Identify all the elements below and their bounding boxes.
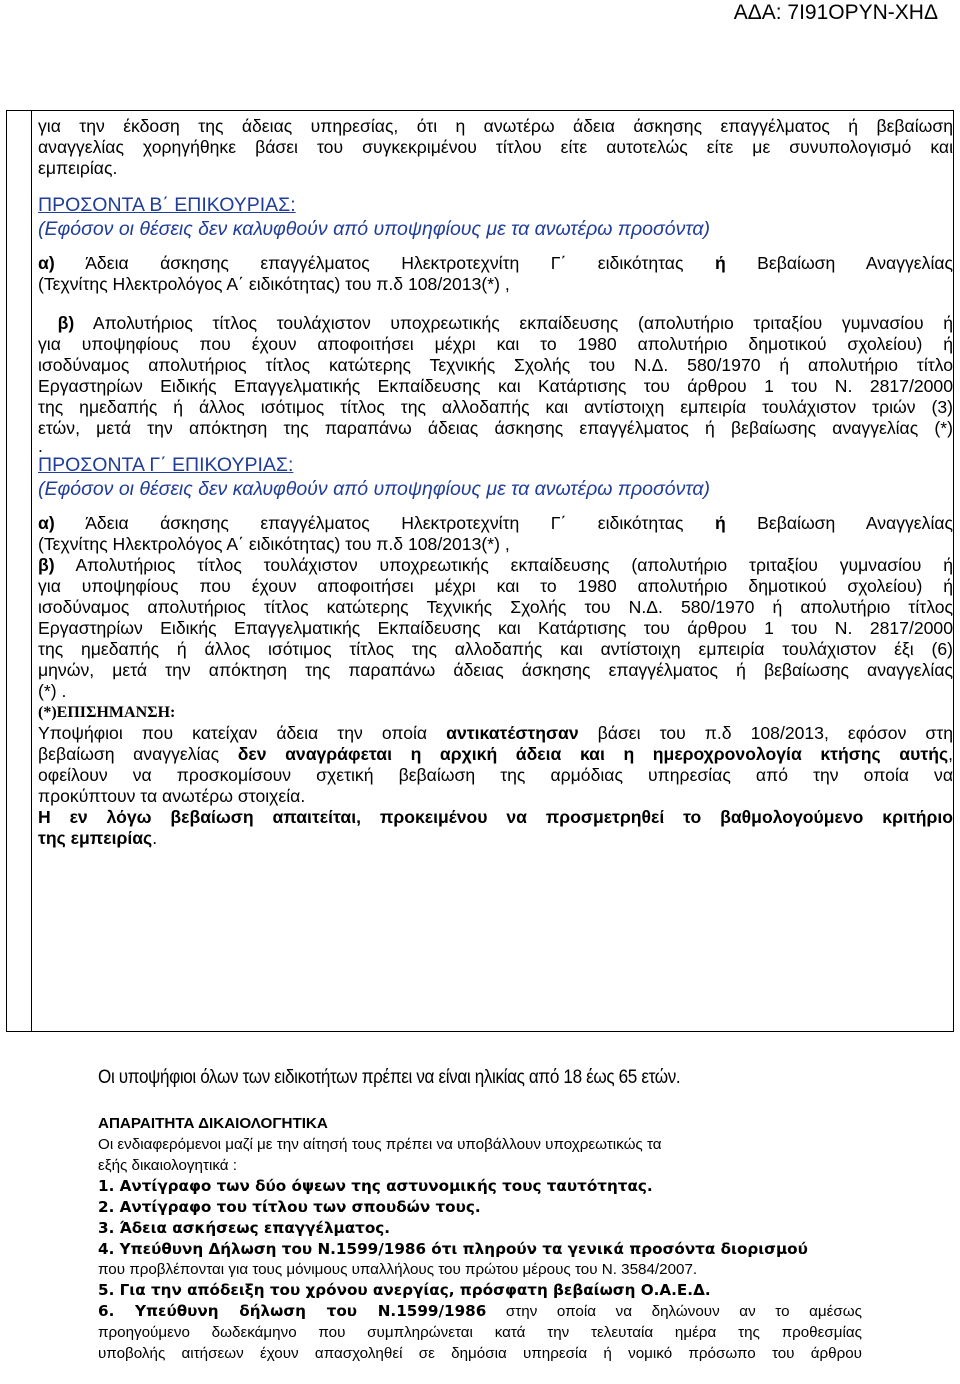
note-line: οφείλουν να προσκομίσουν σχετική βεβαίωση της αρμόδιας υπηρεσίας από την οποία να (38, 765, 953, 785)
section-b-subtitle: (Εφόσον οι θέσεις δεν καλυφθούν από υποψηφίους με τα ανωτέρω προσόντα) (38, 218, 710, 240)
b-item-b (38, 313, 953, 334)
note-emphasis: δεν αναγράφεται η αρχική άδεια και η ημεροχρονολογία κτήσης αυτής (237, 744, 949, 764)
b-item-a (38, 253, 953, 274)
section-b-title: ΠΡΟΣΟΝΤΑ Β΄ ΕΠΙΚΟΥΡΙΑΣ: (38, 194, 296, 216)
doc-item-6 (98, 1301, 862, 1323)
doc-item-4-cont: που προβλέπονται για τους μόνιμους υπαλλήλους του πρώτου μέρους του Ν. 3584/2007. (98, 1260, 698, 1278)
qualifications-content (38, 116, 953, 849)
intro-line: εμπειρίας. (38, 158, 118, 178)
b-b-label: β) (57, 313, 75, 333)
docs-title-text: ΑΠΑΡΑΙΤΗΤΑ ΔΙΚΑΙΟΛΟΓΗΤΙΚΑ (98, 1115, 328, 1132)
doc-item-2: 2. Αντίγραφο του τίτλου των σπουδών τους. (98, 1198, 481, 1217)
doc-item-1: 1. Αντίγραφο των δύο όψεων της αστυνομικής τους ταυτότητας. (98, 1177, 653, 1196)
c-item-b-line: της ημεδαπής ή άλλος ισότιμος τίτλος της αλλοδαπής και αντίστοιχη εμπειρία τουλάχιστον έξι (6) (38, 639, 953, 659)
c-a-label: α) (38, 513, 55, 533)
note-line (38, 828, 953, 849)
b-b-text: Απολυτήριος τίτλος τουλάχιστον υποχρεωτικής εκπαίδευσης (απολυτήριο τριταξίου γυμνασίου ή (92, 313, 954, 333)
doc-item-6-cont: υποβολής αιτήσεων έχουν απασχοληθεί σε δημόσια υπηρεσία ή νομικό πρόσωπο του άρθρου (98, 1344, 862, 1362)
c-item-a-line2: (Τεχνίτης Ηλεκτρολόγος Α΄ ειδικότητας) του π.δ 108/2013(*) , (38, 534, 510, 554)
c-a-or: ή (714, 513, 726, 533)
c-item-b-line: ισοδύναμος απολυτήριος τίτλος κατώτερης Τεχνικής Σχολής του Ν.Δ. 580/1970 ή απολυτήριο τίτλος (38, 597, 953, 617)
doc-item-5: 5. Για την απόδειξη του χρόνου ανεργίας, πρόσφατη βεβαίωση Ο.Α.Ε.Δ. (98, 1281, 711, 1300)
note-text: Υποψήφιοι που κατείχαν άδεια την οποία (38, 723, 428, 743)
note-line: προκύπτουν τα ανωτέρω στοιχεία. (38, 786, 306, 806)
intro-line: για την έκδοση της άδειας υπηρεσίας, ότι η ανωτέρω άδεια άσκησης επαγγέλματος ή βεβαίωση (38, 116, 953, 136)
b-a-text: Άδεια άσκησης επαγγέλματος Ηλεκτροτεχνίτη Γ΄ ειδικότητας (85, 253, 684, 273)
b-item-b-line: ισοδύναμος απολυτήριος τίτλος κατώτερης Τεχνικής Σχολής του Ν.Δ. 580/1970 ή απολυτήριο τίτλο (38, 355, 953, 375)
b-item-b-line: της ημεδαπής ή άλλος ισότιμος τίτλος της αλλοδαπής και αντίστοιχη εμπειρία τουλάχιστον τριών (3) (38, 397, 953, 417)
c-a-text: Άδεια άσκησης επαγγέλματος Ηλεκτροτεχνίτη Γ΄ ειδικότητας (85, 513, 684, 533)
b-item-b-line: Εργαστηρίων Ειδικής Επαγγελματικής Εκπαίδευσης και Κατάρτισης του άρθρου 1 του Ν. 2817/2000 (38, 376, 953, 396)
doc-item-6-cont: προηγούμενο δωδεκάμηνο που συμπληρώνεται κατά την τελευταία ημέρα της προθεσμίας (98, 1323, 862, 1341)
intro-line: αναγγελίας χορηγήθηκε βάσει του συγκεκριμένου τίτλου είτε αυτοτελώς είτε με συνυπολογισμό και (38, 137, 953, 157)
b-item-b-line: . (38, 436, 43, 456)
required-documents (98, 1114, 862, 1365)
b-a-or: ή (714, 253, 726, 273)
b-item-b-line: ετών, μετά την απόκτηση της παραπάνω άδειας άσκησης επαγγέλματος ή βεβαίωσης αναγγελίας (*) (38, 418, 953, 438)
c-a-text-2: Βεβαίωση Αναγγελίας (757, 513, 954, 533)
doc-item-4: 4. Υπεύθυνη Δήλωση του Ν.1599/1986 ότι πληρούν τα γενικά προσόντα διορισμού (98, 1239, 808, 1258)
note-line: Η εν λόγω βεβαίωση απαιτείται, προκειμένου να προσμετρηθεί το βαθμολογούμενο κριτήριο (38, 807, 953, 827)
section-c-subtitle: (Εφόσον οι θέσεις δεν καλυφθούν από υποψηφίους με τα ανωτέρω προσόντα) (38, 478, 710, 500)
docs-title (98, 1114, 862, 1135)
section-c-title: ΠΡΟΣΟΝΤΑ Γ΄ ΕΠΙΚΟΥΡΙΑΣ: (38, 454, 294, 476)
c-item-b-line: Εργαστηρίων Ειδικής Επαγγελματικής Εκπαίδευσης και Κατάρτισης του άρθρου 1 του Ν. 2817/2000 (38, 618, 953, 638)
note-text: βάσει του π.δ 108/2013, εφόσον στη (597, 723, 953, 743)
c-item-b-line: (*) . (38, 681, 67, 701)
c-item-b-line: για υποψηφίους που έχουν αποφοιτήσει μέχρι και το 1980 απολυτήριο δημοτικού σχολείου) ή (38, 576, 953, 596)
ada-code: ΑΔΑ: 7Ι91ΟΡΥΝ-ΧΗΔ (733, 1, 938, 24)
age-requirement: Οι υποψήφιοι όλων των ειδικοτήτων πρέπει να είναι ηλικίας από 18 έως 65 ετών. (98, 1067, 681, 1088)
box-margin-column (7, 111, 32, 1031)
c-item-b (38, 555, 953, 576)
docs-intro: εξής δικαιολογητικά : (98, 1156, 237, 1174)
doc-item-6-bold: 6. Υπεύθυνη δήλωση του Ν.1599/1986 (98, 1302, 487, 1321)
docs-intro: Οι ενδιαφερόμενοι μαζί με την αίτησή τους πρέπει να υποβάλλουν υποχρεωτικώς τα (98, 1135, 662, 1153)
b-item-b-line: για υποψηφίους που έχουν αποφοιτήσει μέχρι και το 1980 απολυτήριο δημοτικού σχολείου) ή (38, 334, 953, 354)
c-b-text: Απολυτήριος τίτλος τουλάχιστον υποχρεωτικής εκπαίδευσης (απολυτήριο τριταξίου γυμνασίου ή (75, 555, 953, 575)
note-emphasis: αντικατέστησαν (446, 723, 579, 743)
b-item-a-line2: (Τεχνίτης Ηλεκτρολόγος Α΄ ειδικότητας) του π.δ 108/2013(*) , (38, 274, 510, 294)
doc-item-6-text: στην οποία να δηλώνουν αν το αμέσως (505, 1303, 862, 1321)
c-b-label: β) (38, 555, 55, 575)
note-text: , (948, 744, 953, 764)
doc-item-3: 3. Άδεια ασκήσεως επαγγέλματος. (98, 1218, 391, 1237)
note-text: βεβαίωση αναγγελίας (38, 744, 220, 764)
note-line (38, 723, 953, 744)
c-item-a (38, 513, 953, 534)
note-emphasis: της εμπειρίας (38, 828, 153, 848)
note-text: . (152, 828, 158, 848)
b-a-text-2: Βεβαίωση Αναγγελίας (757, 253, 954, 273)
note-line (38, 744, 953, 765)
c-item-b-line: μηνών, μετά την απόκτηση της παραπάνω άδειας άσκησης επαγγέλματος ή βεβαίωσης αναγγελίας (38, 660, 953, 680)
b-a-label: α) (38, 253, 55, 273)
note-title: (*)ΕΠΙΣΗΜΑΝΣΗ: (38, 704, 176, 721)
